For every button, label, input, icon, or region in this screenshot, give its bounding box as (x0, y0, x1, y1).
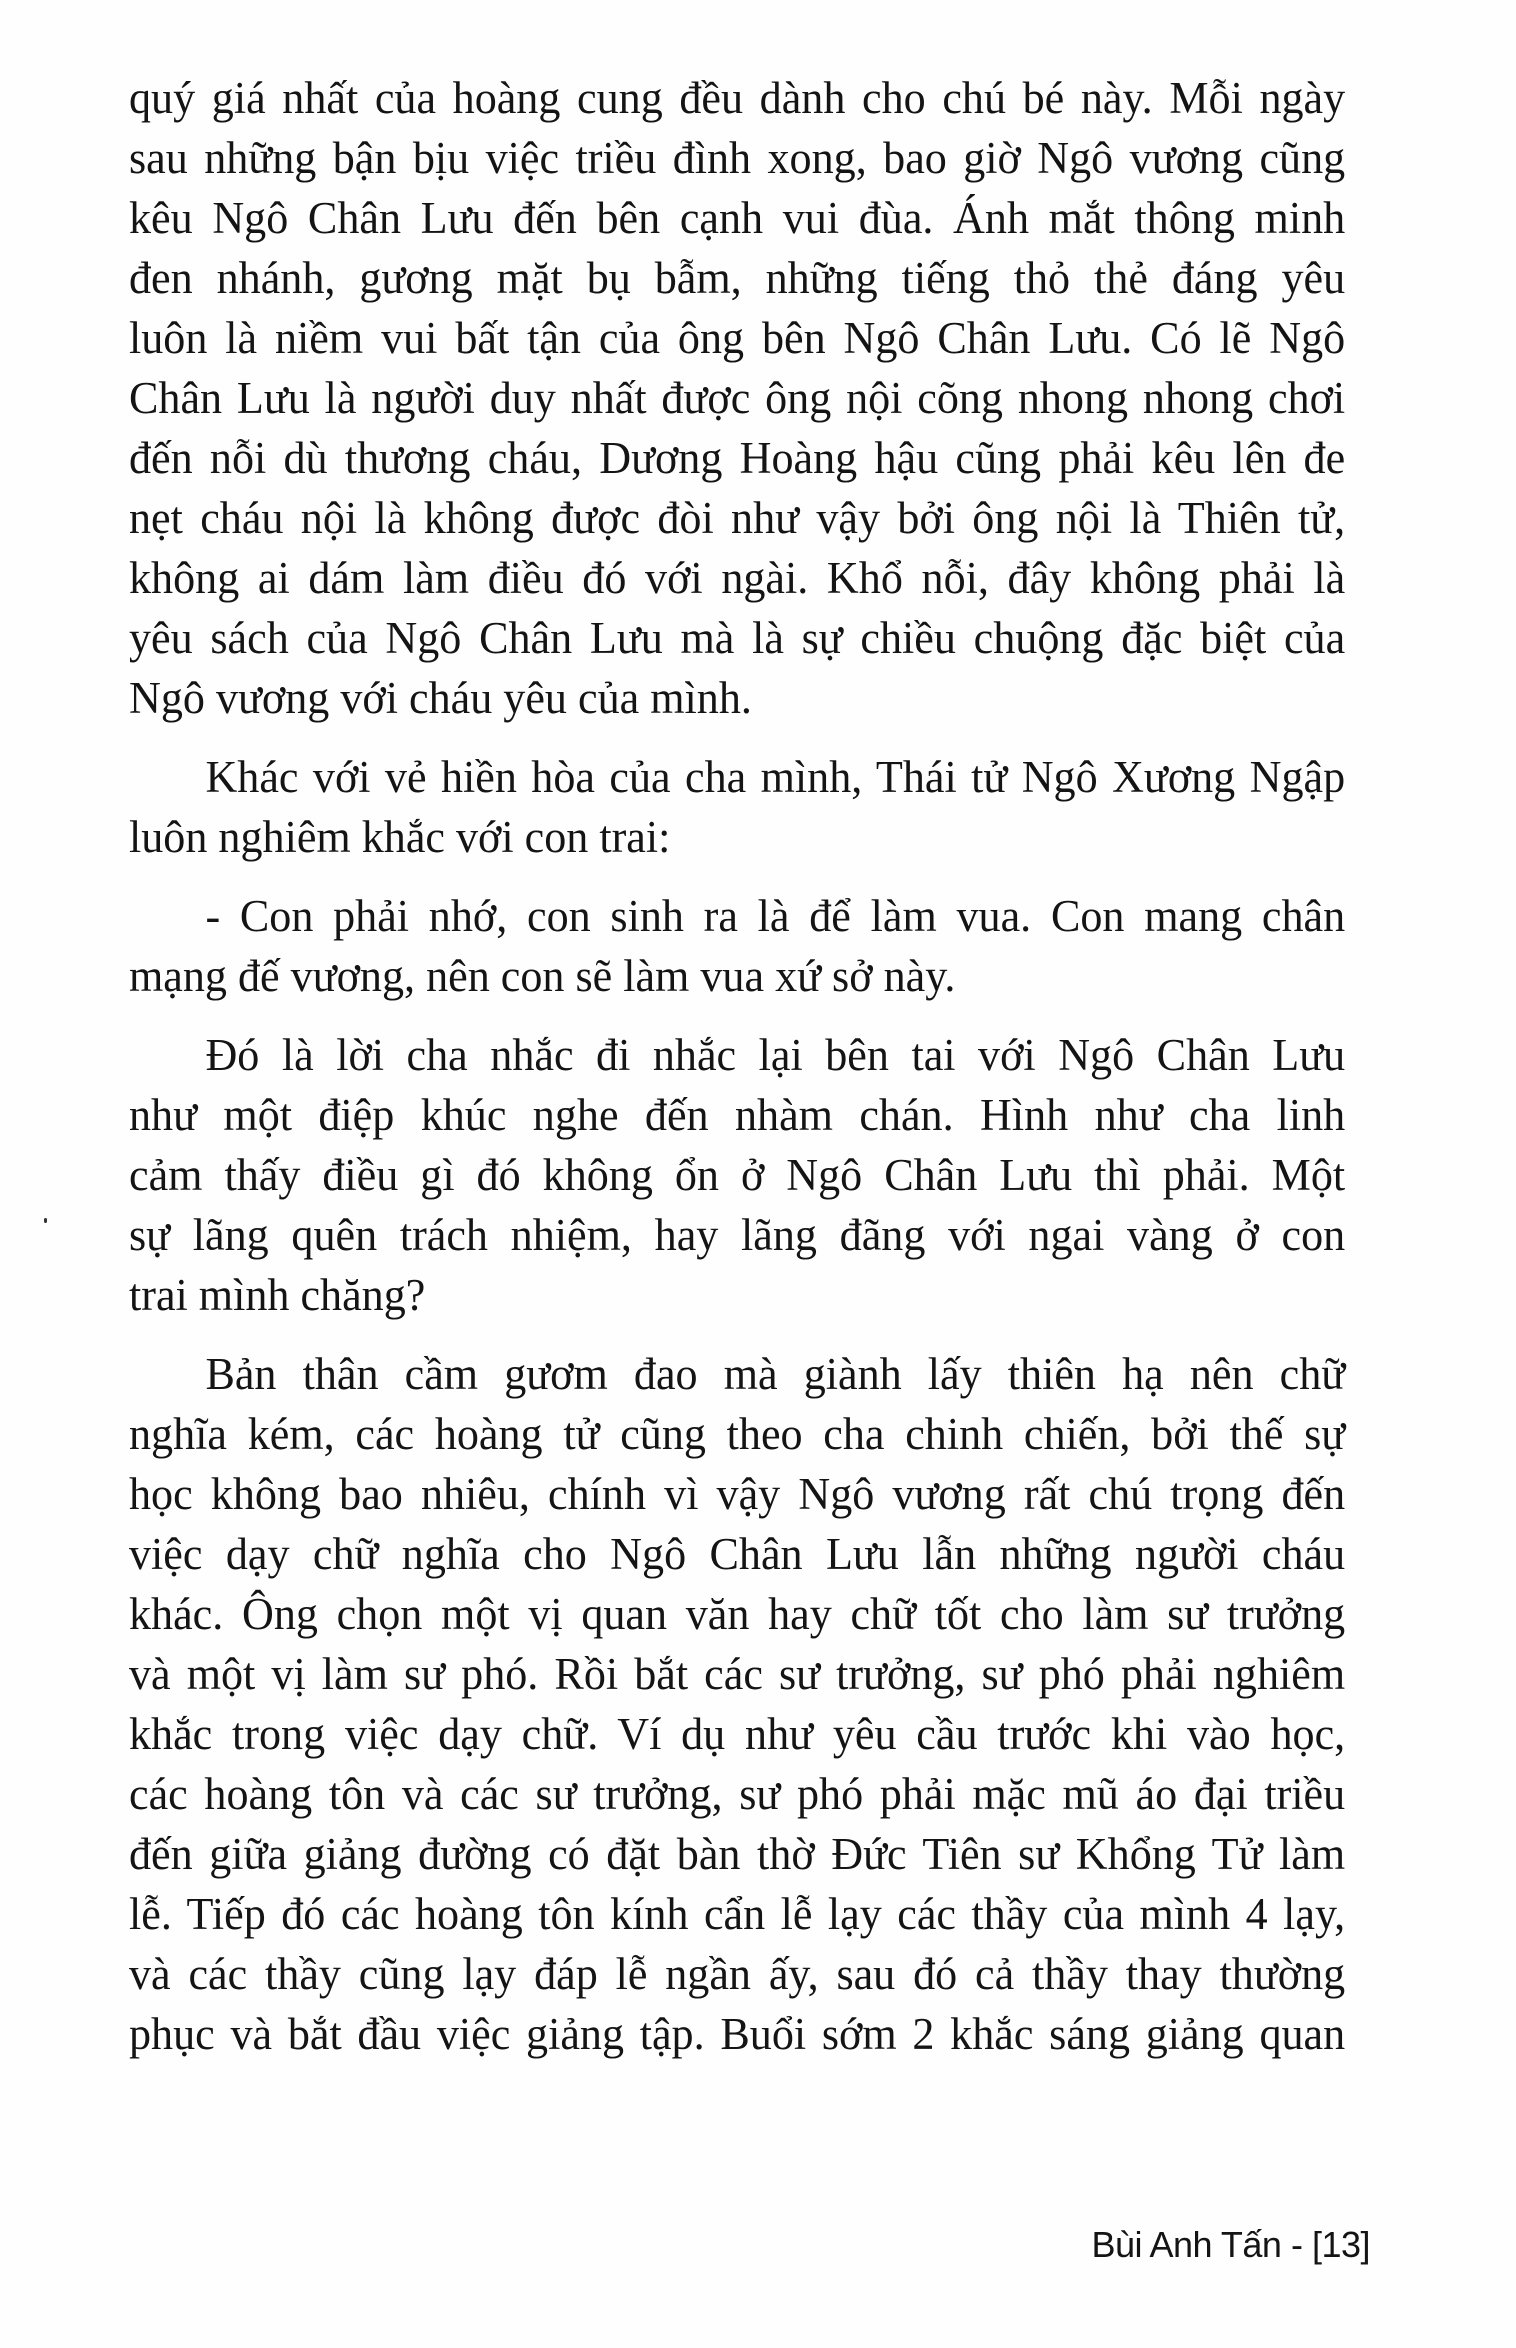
text-line: việc dạy chữ nghĩa cho Ngô Chân Lưu lẫn những người cháu (129, 1529, 1346, 1579)
page-footer: Bùi Anh Tấn - [13] (1091, 2224, 1370, 2265)
text-line: và một vị làm sư phó. Rồi bắt các sư trưởng, sư phó phải nghiêm (129, 1649, 1346, 1699)
text-line: đến giữa giảng đường có đặt bàn thờ Đức Tiên sư Khổng Tử làm (129, 1829, 1346, 1879)
text-line: Đó là lời cha nhắc đi nhắc lại bên tai với Ngô Chân Lưu (205, 1030, 1346, 1080)
text-line: kêu Ngô Chân Lưu đến bên cạnh vui đùa. Ánh mắt thông minh (129, 193, 1346, 243)
paragraph (129, 886, 1370, 1006)
paragraph (129, 1344, 1370, 2064)
text-line: các hoàng tôn và các sư trưởng, sư phó phải mặc mũ áo đại triều (129, 1769, 1346, 1819)
text-line: Bản thân cầm gươm đao mà giành lấy thiên hạ nên chữ (205, 1349, 1346, 1399)
text-line: quý giá nhất của hoàng cung đều dành cho chú bé này. Mỗi ngày (129, 73, 1346, 123)
body-text (129, 68, 1370, 2083)
text-line: phục và bắt đầu việc giảng tập. Buổi sớm 2 khắc sáng giảng quan (129, 2009, 1346, 2059)
paragraph (129, 747, 1370, 867)
text-line: trai mình chăng? (129, 1270, 426, 1320)
text-line: và các thầy cũng lạy đáp lễ ngần ấy, sau đó cả thầy thay thường (129, 1949, 1346, 1999)
text-line: như một điệp khúc nghe đến nhàm chán. Hình như cha linh (129, 1090, 1346, 1140)
text-line: mạng đế vương, nên con sẽ làm vua xứ sở này. (129, 951, 956, 1001)
text-line: đến nỗi dù thương cháu, Dương Hoàng hậu cũng phải kêu lên đe (129, 433, 1346, 483)
text-line: nghĩa kém, các hoàng tử cũng theo cha chinh chiến, bởi thế sự (129, 1409, 1346, 1459)
text-line: cảm thấy điều gì đó không ổn ở Ngô Chân Lưu thì phải. Một (129, 1150, 1346, 1200)
text-line: sự lãng quên trách nhiệm, hay lãng đãng với ngai vàng ở con (129, 1210, 1346, 1260)
text-line: - Con phải nhớ, con sinh ra là để làm vua. Con mang chân (205, 891, 1346, 941)
text-line: không ai dám làm điều đó với ngài. Khổ nỗi, đây không phải là (129, 553, 1346, 603)
text-line: luôn là niềm vui bất tận của ông bên Ngô Chân Lưu. Có lẽ Ngô (129, 313, 1346, 363)
text-line: khắc trong việc dạy chữ. Ví dụ như yêu cầu trước khi vào học, (129, 1709, 1346, 1759)
text-line: Khác với vẻ hiền hòa của cha mình, Thái tử Ngô Xương Ngập (205, 752, 1346, 802)
paragraph (129, 68, 1370, 728)
text-line: nẹt cháu nội là không được đòi như vậy bởi ông nội là Thiên tử, (129, 493, 1346, 543)
paragraph (129, 1025, 1370, 1325)
text-line: lễ. Tiếp đó các hoàng tôn kính cẩn lễ lạy các thầy của mình 4 lạy, (129, 1889, 1346, 1939)
text-line: sau những bận bịu việc triều đình xong, bao giờ Ngô vương cũng (129, 133, 1346, 183)
text-line: đen nhánh, gương mặt bụ bẫm, những tiếng thỏ thẻ đáng yêu (129, 253, 1346, 303)
text-line: khác. Ông chọn một vị quan văn hay chữ tốt cho làm sư trưởng (129, 1589, 1346, 1639)
text-line: yêu sách của Ngô Chân Lưu mà là sự chiều chuộng đặc biệt của (129, 613, 1346, 663)
text-line: Ngô vương với cháu yêu của mình. (129, 673, 752, 723)
scan-speck (44, 1218, 47, 1223)
text-line: học không bao nhiêu, chính vì vậy Ngô vương rất chú trọng đến (129, 1469, 1346, 1519)
text-line: Chân Lưu là người duy nhất được ông nội cõng nhong nhong chơi (129, 373, 1346, 423)
text-line: luôn nghiêm khắc với con trai: (129, 812, 671, 862)
